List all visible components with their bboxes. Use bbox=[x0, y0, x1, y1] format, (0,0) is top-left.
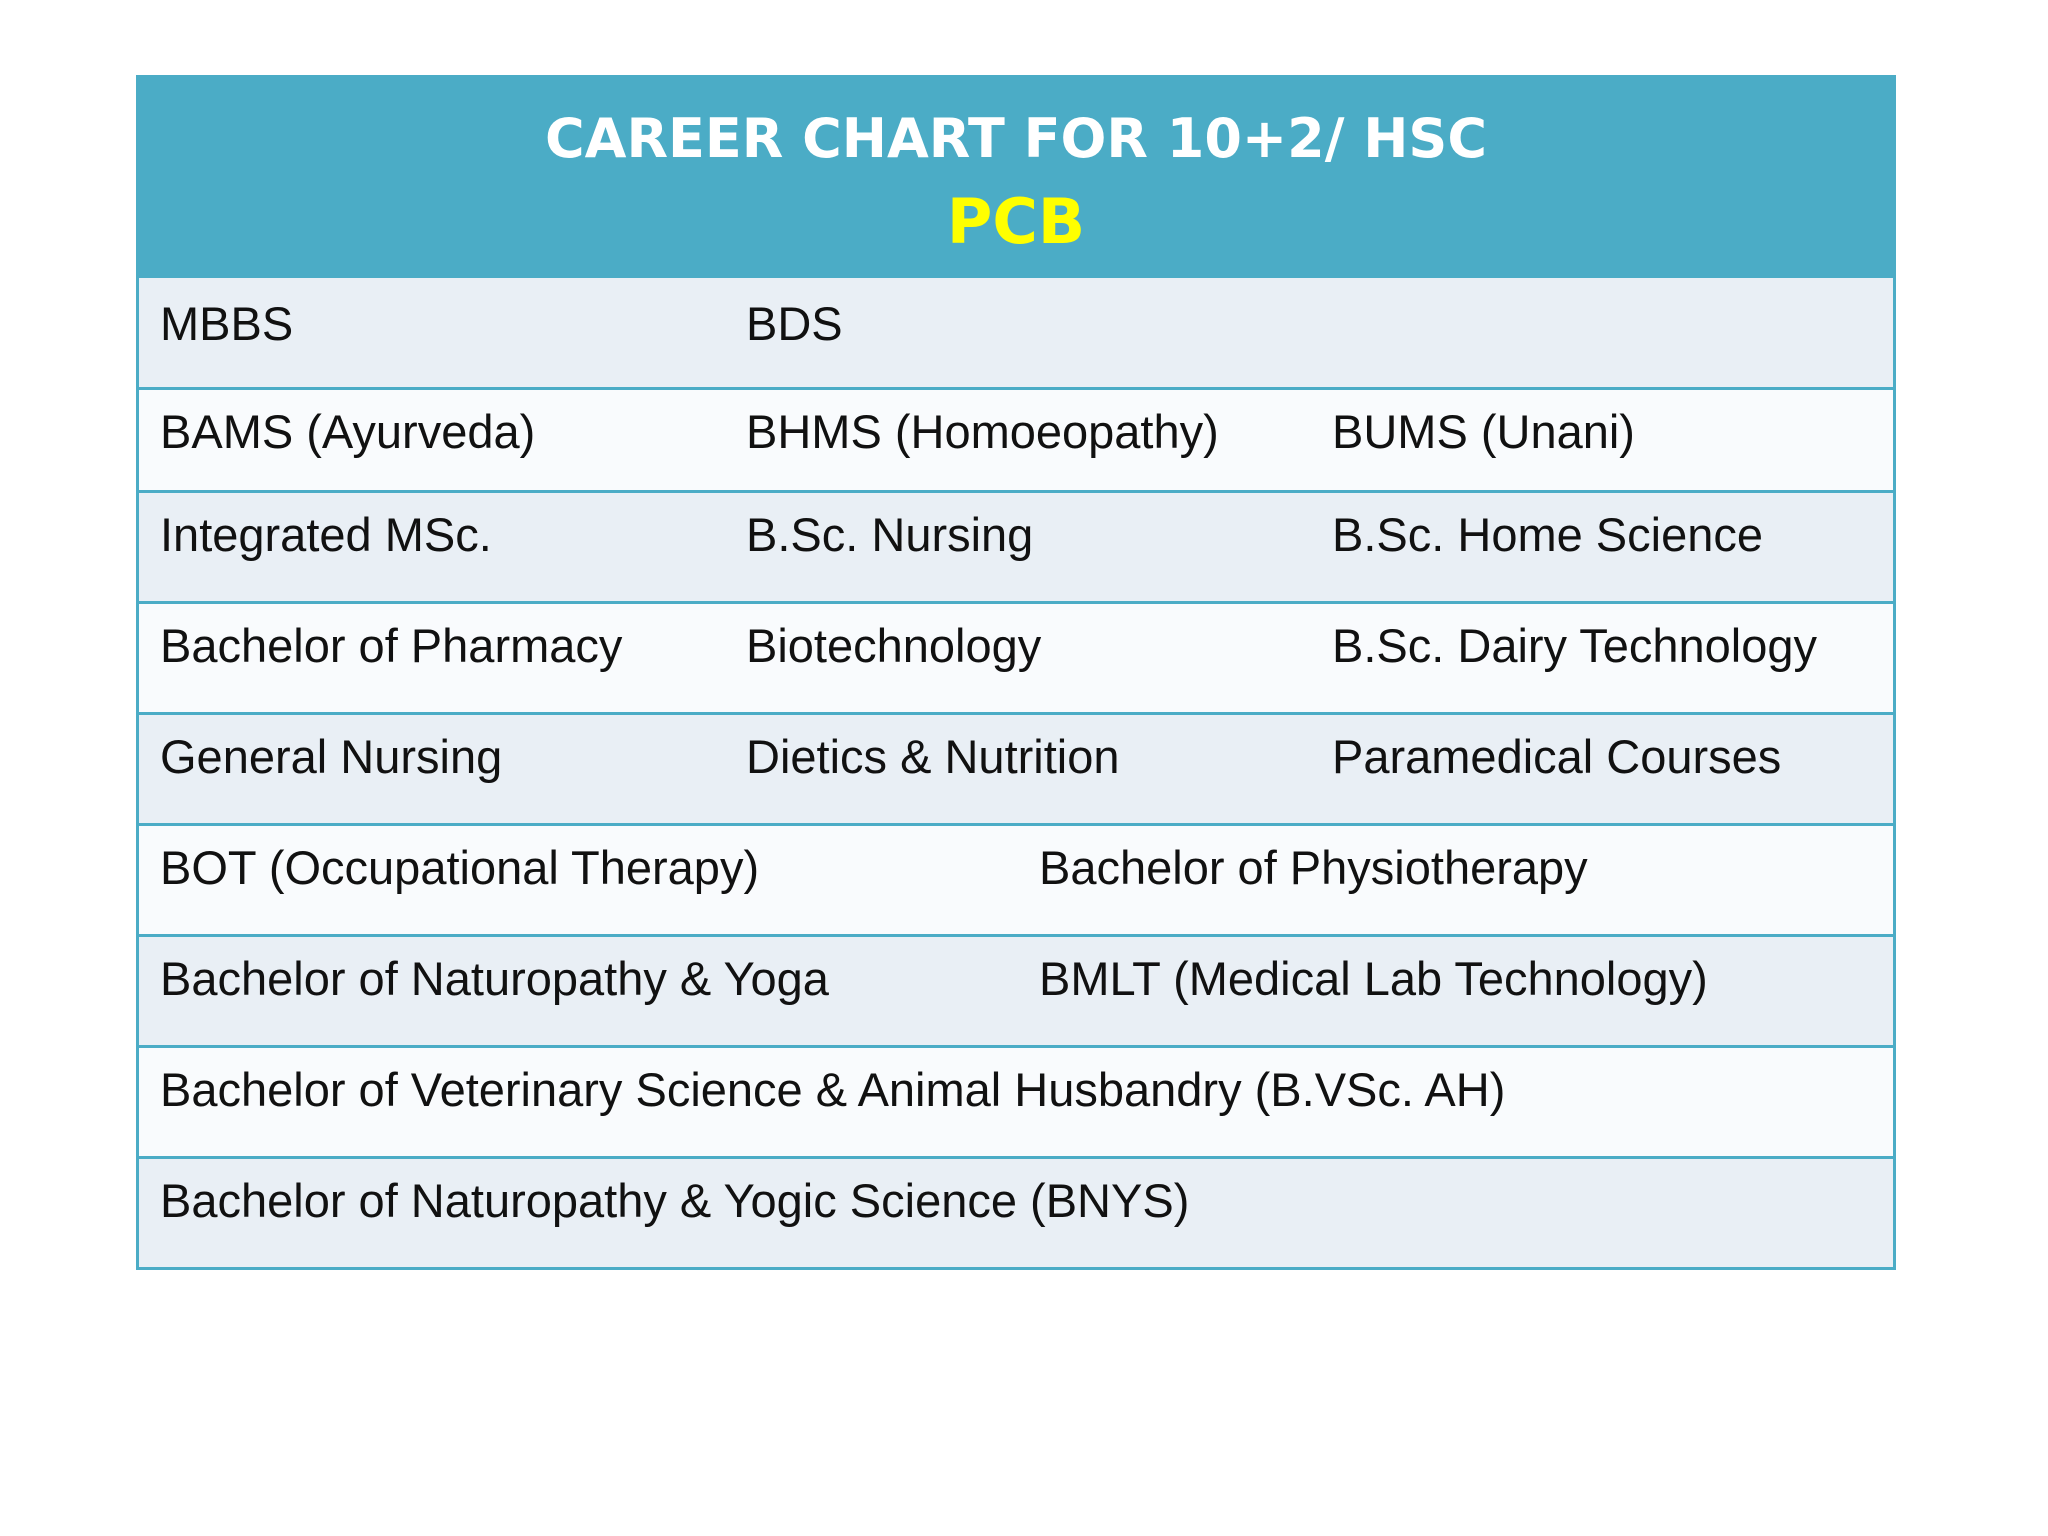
table-row bbox=[139, 934, 1893, 1045]
table-cell: Biotechnology bbox=[746, 619, 1042, 672]
table-cell: BDS bbox=[746, 297, 843, 350]
table-cell: BOT (Occupational Therapy) bbox=[160, 841, 760, 894]
table-cell: B.Sc. Nursing bbox=[746, 508, 1034, 561]
table-cell: Integrated MSc. bbox=[160, 508, 492, 561]
table-cell: General Nursing bbox=[160, 730, 503, 783]
table-row bbox=[139, 387, 1893, 490]
table-row bbox=[139, 490, 1893, 601]
table-cell: Bachelor of Naturopathy & Yoga bbox=[160, 952, 829, 1005]
chart-title: CAREER CHART FOR 10+2/ HSC bbox=[545, 107, 1487, 170]
table-cell: Bachelor of Pharmacy bbox=[160, 619, 623, 672]
chart-subtitle: PCB bbox=[946, 185, 1086, 258]
table-cell: MBBS bbox=[160, 297, 294, 350]
table-row bbox=[139, 601, 1893, 712]
table-cell: BMLT (Medical Lab Technology) bbox=[1039, 952, 1708, 1005]
table-row bbox=[139, 712, 1893, 823]
table-cell: Paramedical Courses bbox=[1332, 730, 1782, 783]
table-cell: Bachelor of Physiotherapy bbox=[1039, 841, 1588, 894]
table-cell: BHMS (Homoeopathy) bbox=[746, 405, 1219, 458]
table-cell: B.Sc. Home Science bbox=[1332, 508, 1764, 561]
table-row bbox=[139, 823, 1893, 934]
table-cell: Bachelor of Naturopathy & Yogic Science (BNYS) bbox=[160, 1174, 1190, 1227]
table-cell: BUMS (Unani) bbox=[1332, 405, 1635, 458]
table-row bbox=[139, 1045, 1893, 1156]
table-cell: B.Sc. Dairy Technology bbox=[1332, 619, 1818, 672]
career-chart-table bbox=[136, 75, 1896, 1270]
chart-header bbox=[139, 78, 1893, 278]
table-cell: Bachelor of Veterinary Science & Animal Husbandry (B.VSc. AH) bbox=[160, 1063, 1506, 1116]
table-cell: Dietics & Nutrition bbox=[746, 730, 1120, 783]
table-row bbox=[139, 1156, 1893, 1267]
table-row bbox=[139, 278, 1893, 387]
table-cell: BAMS (Ayurveda) bbox=[160, 405, 536, 458]
